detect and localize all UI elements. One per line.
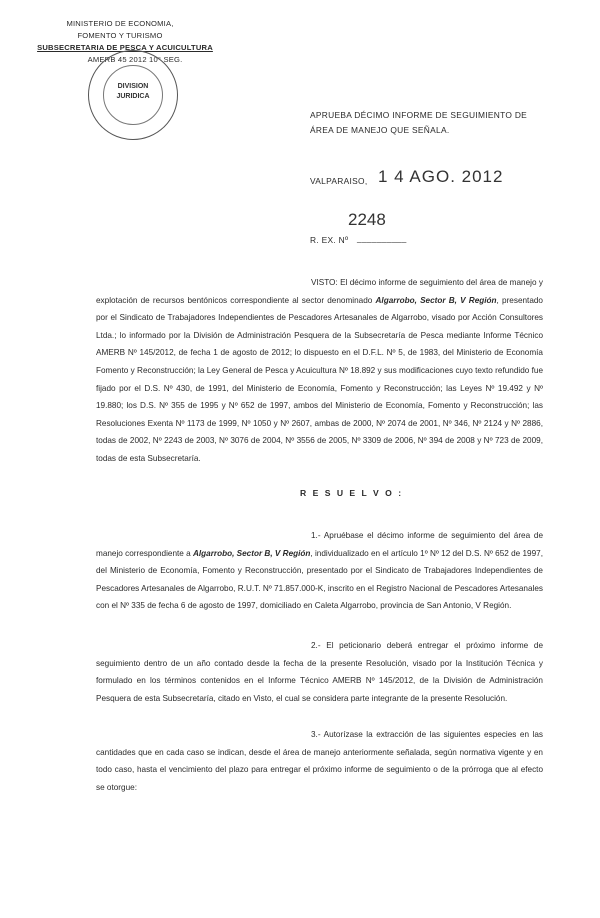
item-3-paragraph xyxy=(96,726,543,796)
stamp-line1: DIVISION xyxy=(117,83,149,90)
date-stamp: 1 4 AGO. 2012 xyxy=(378,167,504,186)
visto-text-b: , presentado por el Sindicato de Trabajadores Independientes de Pescadores Artesanales de Algarrobo, visado por Acción Consultores Ltda.; lo informado por la División de Administración Pesquera de la Subsecretaría de Pesca mediante Informe Técnico AMERB Nº 145/2012, de fecha 1 de agosto de 2012; lo dispuesto en el D.F.L. Nº 5, de 1983, del Ministerio de Economía Fomento y Reconstrucción; la Ley General de Pesca y Acuicultura Nº 18.892 y sus modificaciones cuyo texto refundido fue fijado por el D.S. Nº 430, de 1991, del Ministerio de Economía, Fomento y Reconstrucción; las Leyes Nº 19.492 y Nº 19.880; los D.S. Nº 355 de 1995 y Nº 652 de 1997, ambos del Ministerio de Economía, Fomento y Reconstrucción; las Resoluciones Exenta Nº 1173 de 1999, Nº 1050 y Nº 2607, ambas de 2000, Nº 2074 de 2001, Nº 346, Nº 2124 y Nº 2886, todas de 2002, Nº 2243 de 2003, Nº 3076 de 2004, Nº 3556 de 2005, Nº 3309 de 2006, Nº 394 de 2008 y Nº 723 de 2009, todas de esta Subsecretaría. xyxy=(96,295,543,463)
subject-line1: APRUEBA DÉCIMO INFORME DE SEGUIMIENTO DE xyxy=(310,110,528,120)
place-label: VALPARAISO, xyxy=(310,176,368,186)
resolution-label: R. EX. Nº xyxy=(310,235,349,245)
item-1-paragraph xyxy=(96,527,543,615)
item-3-text: 3.- Autorízase la extracción de las siguientes especies en las cantidades que en cada caso se indican, desde el área de manejo anteriormente señalada, según normativa vigente y en todo caso, hasta el vencimiento del plazo para entregar el próximo informe de seguimiento o de la prórroga que al efecto se otorgue: xyxy=(96,730,543,792)
visto-text-a: El décimo informe de seguimiento del área de manejo y explotación de recursos bentónicos correspondiente al sector denominado xyxy=(96,278,543,305)
header-ministerio: MINISTERIO DE ECONOMIA, xyxy=(66,19,174,28)
resolution-number: 2248 xyxy=(348,210,386,229)
item-1-text-b: , individualizado en el artículo 1º Nº 12 del D.S. Nº 652 de 1997, del Ministerio de Economía, Fomento y Reconstrucción, presentado por el Sindicato de Trabajadores Independientes de Pescadores Artesanales de Algarrobo, R.U.T. Nº 71.857.000-K, inscrito en el Registro Nacional de Pescadores Artesanales con el Nº 335 de fecha 6 de agosto de 1997, domiciliado en Caleta Algarrobo, provincia de San Antonio, V Región. xyxy=(96,548,543,611)
header-amerb-ref: AMERB 45 2012 10° SEG. xyxy=(87,55,183,64)
resolution-blank-line: __________ xyxy=(357,233,407,243)
header-fomento: FOMENTO Y TURISMO xyxy=(77,31,163,40)
subject-line2: ÁREA DE MANEJO QUE SEÑALA. xyxy=(310,125,450,135)
division-juridica-stamp xyxy=(88,50,178,140)
resuelvo-heading: R E S U E L V O : xyxy=(300,488,404,498)
visto-label: VISTO: xyxy=(311,278,338,287)
item-1-text-a: 1.- Apruébase el décimo informe de seguimiento del área de manejo correspondiente a xyxy=(96,531,543,558)
item-1-sector: Algarrobo, Sector B, V Región xyxy=(192,548,311,558)
header-subsecretaria: SUBSECRETARIA DE PESCA Y ACUICULTURA xyxy=(37,43,213,52)
visto-paragraph xyxy=(96,274,543,468)
item-2-paragraph xyxy=(96,637,543,707)
visto-sector: Algarrobo, Sector B, V Región xyxy=(375,295,497,305)
stamp-line2: JURIDICA xyxy=(116,93,150,100)
item-2-text: 2.- El peticionario deberá entregar el próximo informe de seguimiento dentro de un año contado desde la fecha de la presente Resolución, visado por la Institución Técnica y formulado en los términos contenidos en el Informe Técnico AMERB Nº 145/2012, de la División de Administración Pesquera de esta Subsecretaría, citado en Visto, el cual se considera parte integrante de la presente Resolución. xyxy=(96,641,543,703)
